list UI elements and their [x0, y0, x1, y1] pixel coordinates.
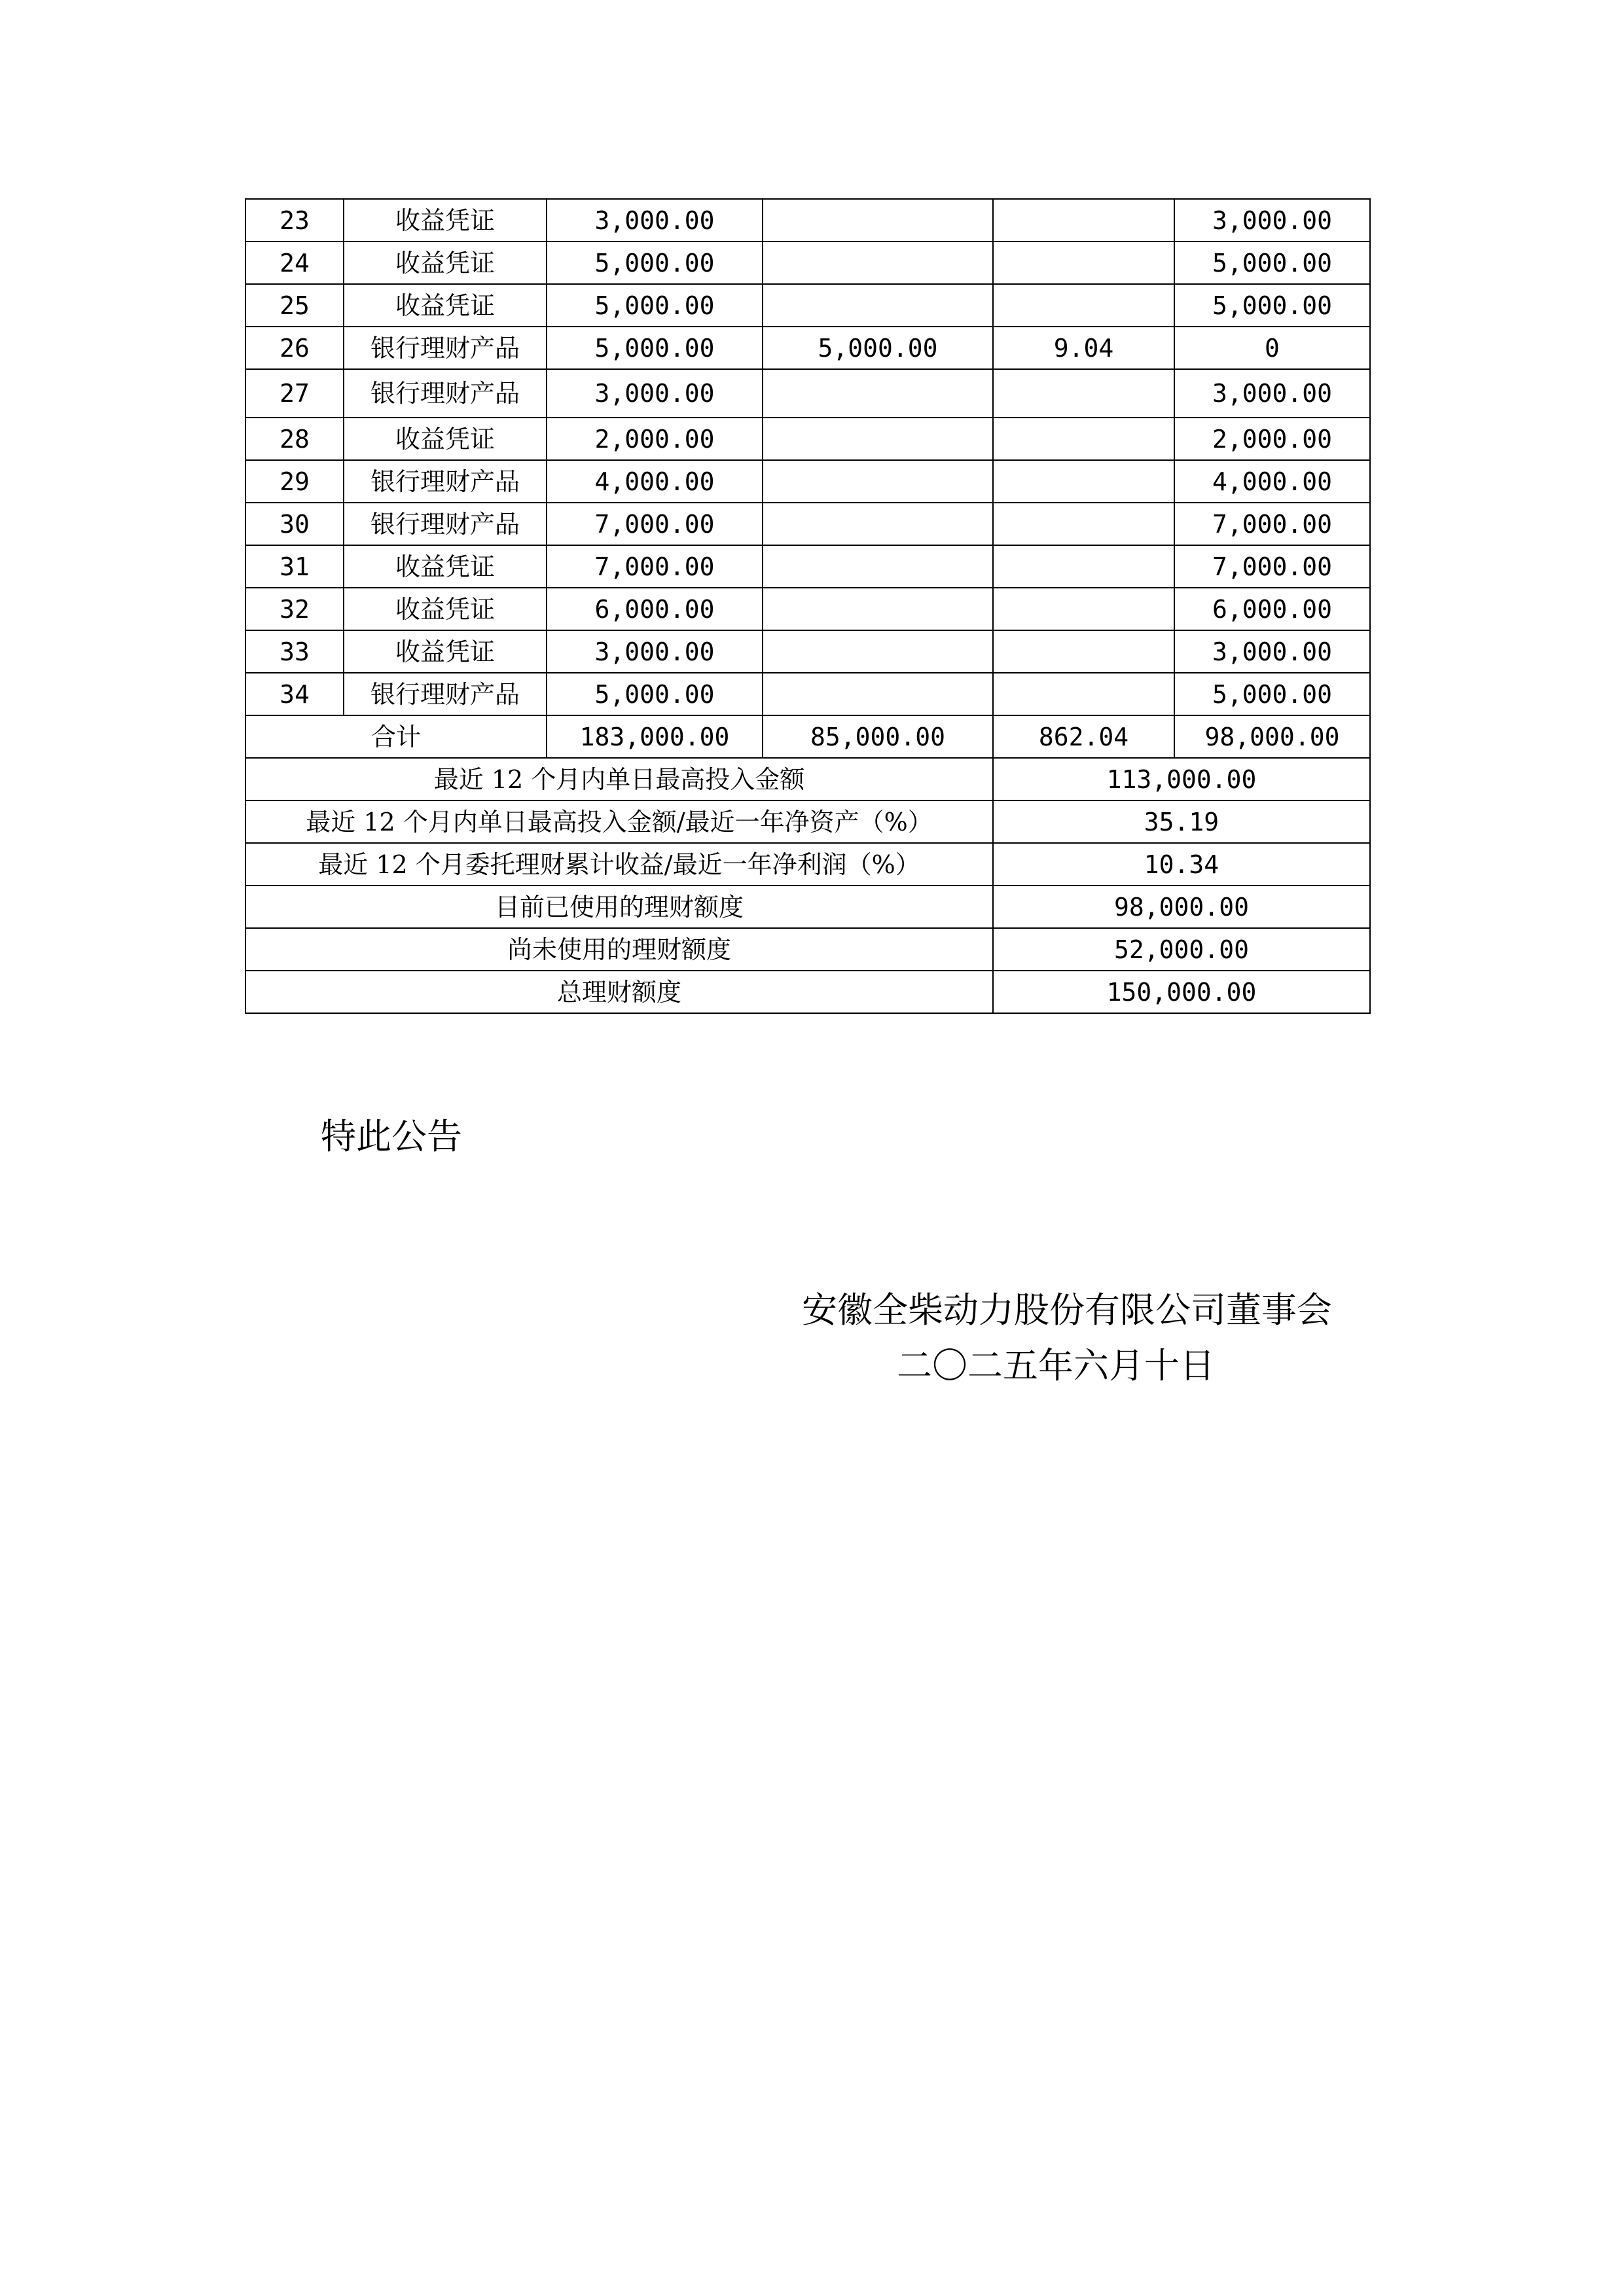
- actual-income-cell: [993, 369, 1174, 418]
- product-type-cell: 收益凭证: [344, 284, 547, 327]
- table-row: [245, 503, 1370, 545]
- summary-label-cell: 尚未使用的理财额度: [245, 928, 993, 971]
- product-type-cell: 收益凭证: [344, 630, 547, 673]
- product-type-cell: 收益凭证: [344, 545, 547, 588]
- table-row: [245, 630, 1370, 673]
- outstanding-principal-cell: 3,000.00: [1174, 369, 1370, 418]
- table-body: [245, 199, 1370, 1013]
- table-row: [245, 588, 1370, 630]
- row-number-cell: 31: [245, 545, 344, 588]
- outstanding-principal-cell: 7,000.00: [1174, 503, 1370, 545]
- row-number-cell: 25: [245, 284, 344, 327]
- invested-amount-cell: 3,000.00: [547, 369, 763, 418]
- row-number-cell: 30: [245, 503, 344, 545]
- invested-amount-cell: 3,000.00: [547, 630, 763, 673]
- outstanding-principal-cell: 0: [1174, 327, 1370, 369]
- actual-income-cell: [993, 545, 1174, 588]
- actual-income-cell: [993, 503, 1174, 545]
- product-type-cell: 收益凭证: [344, 242, 547, 284]
- row-number-cell: 29: [245, 460, 344, 503]
- summary-row: [245, 886, 1370, 928]
- summary-value-cell: 10.34: [993, 843, 1370, 886]
- outstanding-principal-cell: 7,000.00: [1174, 545, 1370, 588]
- total-label-cell: 合计: [245, 715, 547, 758]
- summary-row: [245, 800, 1370, 843]
- closing-text: 特此公告: [321, 1116, 462, 1157]
- table-row: [245, 369, 1370, 418]
- recovered-principal-cell: [763, 673, 993, 715]
- outstanding-principal-cell: 5,000.00: [1174, 242, 1370, 284]
- recovered-principal-cell: [763, 503, 993, 545]
- product-type-cell: 银行理财产品: [344, 460, 547, 503]
- outstanding-principal-cell: 3,000.00: [1174, 199, 1370, 242]
- total-row: [245, 715, 1370, 758]
- table-row: [245, 199, 1370, 242]
- summary-row: [245, 843, 1370, 886]
- invested-amount-cell: 2,000.00: [547, 418, 763, 460]
- summary-row: [245, 758, 1370, 800]
- total-recovered-cell: 85,000.00: [763, 715, 993, 758]
- financial-products-table: [245, 198, 1371, 1014]
- summary-value-cell: 113,000.00: [993, 758, 1370, 800]
- row-number-cell: 32: [245, 588, 344, 630]
- actual-income-cell: [993, 242, 1174, 284]
- summary-label-cell: 最近 12 个月内单日最高投入金额: [245, 758, 993, 800]
- actual-income-cell: 9.04: [993, 327, 1174, 369]
- invested-amount-cell: 6,000.00: [547, 588, 763, 630]
- recovered-principal-cell: 5,000.00: [763, 327, 993, 369]
- invested-amount-cell: 5,000.00: [547, 284, 763, 327]
- product-type-cell: 收益凭证: [344, 588, 547, 630]
- table-row: [245, 673, 1370, 715]
- summary-label-cell: 总理财额度: [245, 971, 993, 1013]
- outstanding-principal-cell: 5,000.00: [1174, 284, 1370, 327]
- actual-income-cell: [993, 284, 1174, 327]
- summary-value-cell: 150,000.00: [993, 971, 1370, 1013]
- product-type-cell: 银行理财产品: [344, 327, 547, 369]
- actual-income-cell: [993, 199, 1174, 242]
- summary-value-cell: 98,000.00: [993, 886, 1370, 928]
- invested-amount-cell: 7,000.00: [547, 545, 763, 588]
- recovered-principal-cell: [763, 284, 993, 327]
- invested-amount-cell: 5,000.00: [547, 673, 763, 715]
- table-row: [245, 284, 1370, 327]
- invested-amount-cell: 4,000.00: [547, 460, 763, 503]
- invested-amount-cell: 5,000.00: [547, 242, 763, 284]
- actual-income-cell: [993, 418, 1174, 460]
- recovered-principal-cell: [763, 199, 993, 242]
- table-row: [245, 545, 1370, 588]
- summary-label-cell: 最近 12 个月委托理财累计收益/最近一年净利润（%）: [245, 843, 993, 886]
- invested-amount-cell: 3,000.00: [547, 199, 763, 242]
- summary-row: [245, 928, 1370, 971]
- total-invested-cell: 183,000.00: [547, 715, 763, 758]
- product-type-cell: 银行理财产品: [344, 673, 547, 715]
- row-number-cell: 28: [245, 418, 344, 460]
- recovered-principal-cell: [763, 630, 993, 673]
- row-number-cell: 27: [245, 369, 344, 418]
- summary-value-cell: 35.19: [993, 800, 1370, 843]
- table-row: [245, 460, 1370, 503]
- summary-row: [245, 971, 1370, 1013]
- table-row: [245, 242, 1370, 284]
- product-type-cell: 收益凭证: [344, 199, 547, 242]
- recovered-principal-cell: [763, 242, 993, 284]
- actual-income-cell: [993, 673, 1174, 715]
- outstanding-principal-cell: 6,000.00: [1174, 588, 1370, 630]
- recovered-principal-cell: [763, 588, 993, 630]
- product-type-cell: 银行理财产品: [344, 369, 547, 418]
- invested-amount-cell: 7,000.00: [547, 503, 763, 545]
- product-type-cell: 收益凭证: [344, 418, 547, 460]
- summary-label-cell: 目前已使用的理财额度: [245, 886, 993, 928]
- recovered-principal-cell: [763, 369, 993, 418]
- row-number-cell: 33: [245, 630, 344, 673]
- signer-company: 安徽全柴动力股份有限公司董事会: [802, 1289, 1332, 1331]
- row-number-cell: 34: [245, 673, 344, 715]
- signature-date: 二〇二五年六月十日: [897, 1345, 1215, 1386]
- total-outstanding-cell: 98,000.00: [1174, 715, 1370, 758]
- outstanding-principal-cell: 4,000.00: [1174, 460, 1370, 503]
- recovered-principal-cell: [763, 545, 993, 588]
- product-type-cell: 银行理财产品: [344, 503, 547, 545]
- actual-income-cell: [993, 588, 1174, 630]
- row-number-cell: 26: [245, 327, 344, 369]
- recovered-principal-cell: [763, 418, 993, 460]
- outstanding-principal-cell: 5,000.00: [1174, 673, 1370, 715]
- outstanding-principal-cell: 2,000.00: [1174, 418, 1370, 460]
- summary-label-cell: 最近 12 个月内单日最高投入金额/最近一年净资产（%）: [245, 800, 993, 843]
- table-row: [245, 418, 1370, 460]
- outstanding-principal-cell: 3,000.00: [1174, 630, 1370, 673]
- summary-value-cell: 52,000.00: [993, 928, 1370, 971]
- actual-income-cell: [993, 630, 1174, 673]
- total-income-cell: 862.04: [993, 715, 1174, 758]
- recovered-principal-cell: [763, 460, 993, 503]
- table-row: [245, 327, 1370, 369]
- actual-income-cell: [993, 460, 1174, 503]
- invested-amount-cell: 5,000.00: [547, 327, 763, 369]
- row-number-cell: 23: [245, 199, 344, 242]
- row-number-cell: 24: [245, 242, 344, 284]
